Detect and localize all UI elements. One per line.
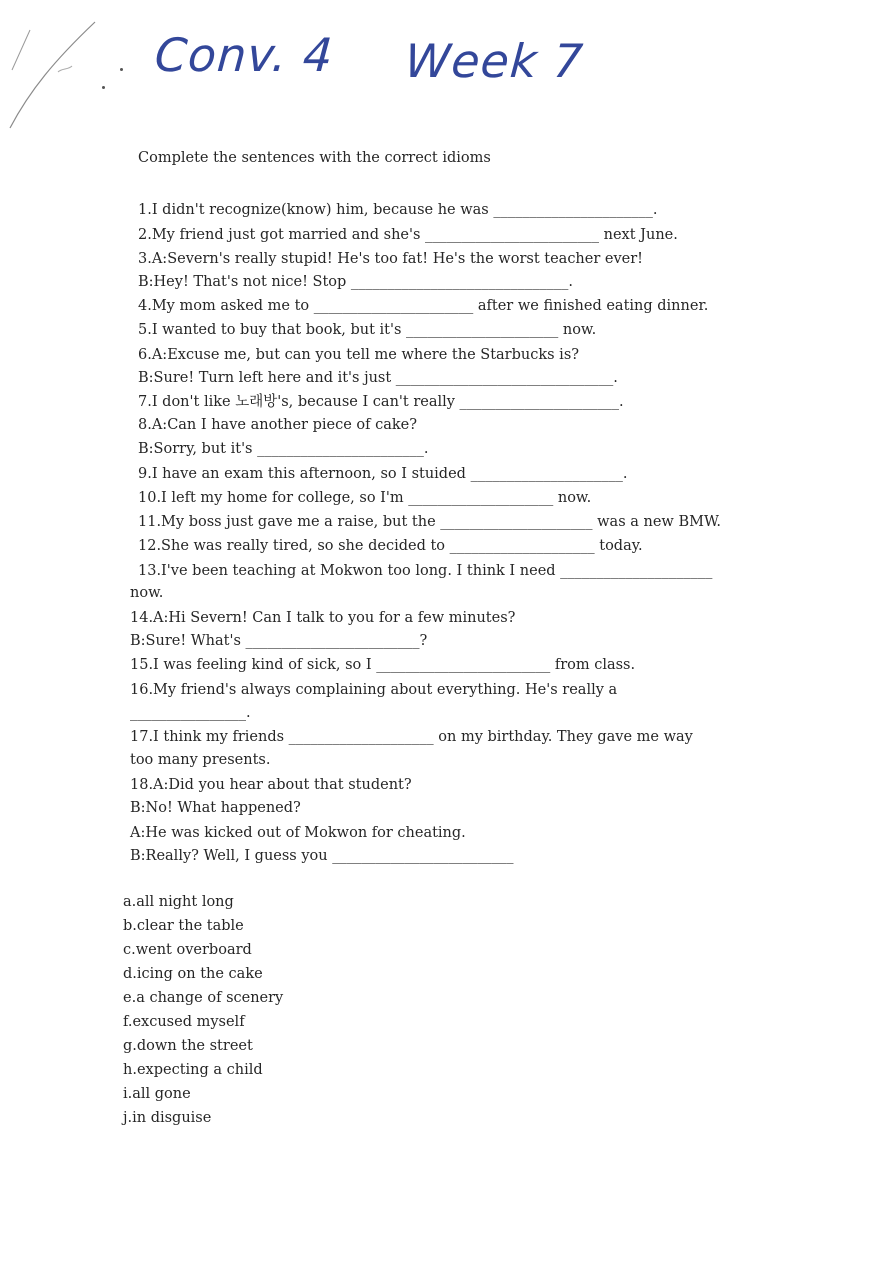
question-line: 9.I have an exam this afternoon, so I stuided _____________________. — [138, 466, 628, 482]
answer-choice: d.icing on the cake — [123, 966, 263, 982]
answer-choice: i.all gone — [123, 1086, 191, 1102]
answer-choice: j.in disguise — [123, 1110, 212, 1126]
question-line: B:Sure! What's ________________________? — [130, 633, 428, 649]
question-line: B:Sure! Turn left here and it's just ______________________________. — [138, 370, 618, 386]
question-line: 2.My friend just got married and she's ________________________ next June. — [138, 227, 678, 243]
question-line: 17.I think my friends ____________________ on my birthday. They gave me way — [130, 729, 693, 745]
ink-dot — [102, 86, 105, 89]
question-line: B:Hey! That's not nice! Stop ______________________________. — [138, 274, 574, 290]
question-line: 4.My mom asked me to ______________________ after we finished eating dinner. — [138, 298, 709, 314]
answer-choice: g.down the street — [123, 1038, 253, 1054]
worksheet-instructions: Complete the sentences with the correct idioms — [138, 150, 491, 166]
question-line: 8.A:Can I have another piece of cake? — [138, 417, 418, 433]
question-line: 3.A:Severn's really stupid! He's too fat! He's the worst teacher ever! — [138, 251, 644, 267]
answer-choice: b.clear the table — [123, 918, 244, 934]
question-line: 5.I wanted to buy that book, but it's _____________________ now. — [138, 322, 597, 338]
question-line: too many presents. — [130, 752, 271, 768]
question-line: 6.A:Excuse me, but can you tell me where the Starbucks is? — [138, 347, 580, 363]
handwritten-week: Week 7 — [403, 34, 586, 88]
question-line: now. — [130, 585, 164, 601]
question-line: B:Really? Well, I guess you _________________________ — [130, 848, 514, 864]
question-line: 15.I was feeling kind of sick, so I ________________________ from class. — [130, 657, 636, 673]
question-line: 11.My boss just gave me a raise, but the _____________________ was a new BMW. — [138, 514, 721, 530]
question-line: ________________. — [130, 705, 251, 721]
ink-dot — [120, 68, 123, 71]
answer-choice: e.a change of scenery — [123, 990, 284, 1006]
question-line: B:Sorry, but it's _______________________. — [138, 441, 429, 457]
question-line: 7.I don't like 노래방's, because I can't really ______________________. — [138, 394, 624, 410]
answer-choice: f.excused myself — [123, 1014, 245, 1030]
answer-choice: h.expecting a child — [123, 1062, 263, 1078]
question-line: 12.She was really tired, so she decided to ____________________ today. — [138, 538, 643, 554]
paper-fold-mark — [0, 0, 130, 140]
question-line: 13.I've been teaching at Mokwon too long. I think I need _____________________ — [138, 563, 713, 579]
question-line: 10.I left my home for college, so I'm ____________________ now. — [138, 490, 592, 506]
answer-choice: a.all night long — [123, 894, 234, 910]
answer-choice: c.went overboard — [123, 942, 252, 958]
question-line: 18.A:Did you hear about that student? — [130, 777, 412, 793]
question-line: A:He was kicked out of Mokwon for cheating. — [130, 825, 466, 841]
answer-choices — [123, 892, 283, 1132]
question-line: 16.My friend's always complaining about everything. He's really a — [130, 682, 618, 698]
question-line: 14.A:Hi Severn! Can I talk to you for a few minutes? — [130, 610, 516, 626]
handwritten-title: Conv. 4 — [153, 28, 336, 82]
question-line: 1.I didn't recognize(know) him, because he was ______________________. — [138, 202, 658, 218]
question-line: B:No! What happened? — [130, 800, 301, 816]
